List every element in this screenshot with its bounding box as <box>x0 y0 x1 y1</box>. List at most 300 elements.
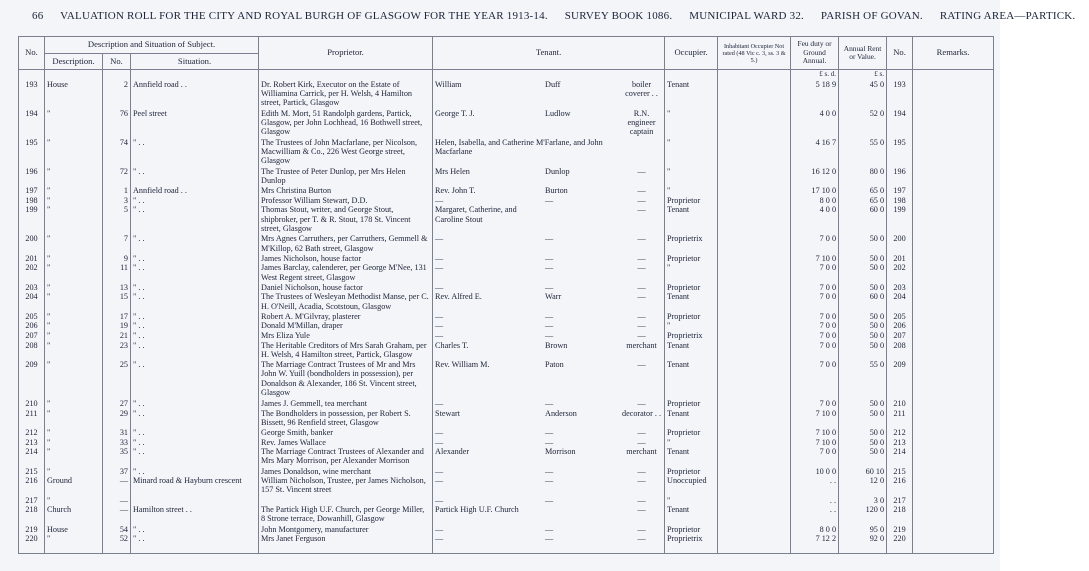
row-occupier: Tenant <box>665 205 718 234</box>
parish: PARISH OF GOVAN. <box>820 10 923 22</box>
tenant-first: — <box>435 311 444 321</box>
row-annual-rent: 50 0 <box>839 254 887 264</box>
row-annual-rent: 45 0 <box>839 80 887 109</box>
tenant-first: Rev. William M. <box>435 360 490 370</box>
row-no: 205 <box>19 312 45 322</box>
row-description: " <box>45 341 103 360</box>
table-row <box>19 496 994 506</box>
row-tenant <box>433 447 665 466</box>
row-no-right: 208 <box>887 341 913 360</box>
row-number: 72 <box>103 167 131 186</box>
row-occupier: " <box>665 167 718 186</box>
row-no: 216 <box>19 476 45 495</box>
row-occupier: Tenant <box>665 341 718 360</box>
col-inhabitant: Inhabitant Occupier Not rated (48 Vic c. 3, ss. 3 & 5.) <box>718 37 791 70</box>
row-no-right: 210 <box>887 399 913 409</box>
tenant-occupation: — <box>637 282 646 292</box>
row-no-right: 219 <box>887 525 913 535</box>
tenant-surname: — <box>545 534 554 544</box>
row-inhabitant <box>718 496 791 506</box>
row-no: 197 <box>19 186 45 196</box>
tenant-surname: — <box>545 427 554 437</box>
row-no: 218 <box>19 505 45 524</box>
row-inhabitant <box>718 167 791 186</box>
row-description: " <box>45 399 103 409</box>
tenant-occupation: — <box>637 166 646 176</box>
row-occupier: Proprietor <box>665 254 718 264</box>
row-description: " <box>45 283 103 293</box>
row-description: " <box>45 534 103 544</box>
row-situation: " . . <box>131 360 259 399</box>
row-description: " <box>45 321 103 331</box>
row-proprietor: Daniel Nicholson, house factor <box>259 283 433 293</box>
row-number: 5 <box>103 205 131 234</box>
tenant-surname: — <box>545 321 554 331</box>
row-occupier: Proprietor <box>665 428 718 438</box>
tenant-first: Mrs Helen <box>435 166 470 176</box>
row-number: 52 <box>103 534 131 544</box>
row-situation: " . . <box>131 447 259 466</box>
row-inhabitant <box>718 447 791 466</box>
row-remarks <box>913 263 994 282</box>
row-no-right: 217 <box>887 496 913 506</box>
table-row <box>19 80 994 109</box>
row-feu-duty: 7 0 0 <box>791 312 839 322</box>
row-remarks <box>913 476 994 495</box>
table-row <box>19 167 994 186</box>
row-situation: " . . <box>131 312 259 322</box>
row-situation: " . . <box>131 205 259 234</box>
tenant-first: Stewart <box>435 408 461 418</box>
table-row <box>19 399 994 409</box>
tenant-first: — <box>435 427 444 437</box>
row-no: 203 <box>19 283 45 293</box>
row-tenant <box>433 331 665 341</box>
row-feu-duty: 17 10 0 <box>791 186 839 196</box>
row-annual-rent: 12 0 <box>839 476 887 495</box>
row-proprietor: James Donaldson, wine merchant <box>259 467 433 477</box>
row-feu-duty: 7 0 0 <box>791 263 839 282</box>
row-tenant <box>433 283 665 293</box>
tenant-occupation: — <box>637 437 646 447</box>
row-no-right: 195 <box>887 138 913 167</box>
tenant-occupation: merchant <box>626 447 657 457</box>
row-annual-rent: 50 0 <box>839 312 887 322</box>
tenant-occupation: — <box>637 534 646 544</box>
row-no-right: 197 <box>887 186 913 196</box>
row-remarks <box>913 321 994 331</box>
row-no: 213 <box>19 438 45 448</box>
tenant-surname: — <box>545 263 554 273</box>
row-description: " <box>45 109 103 138</box>
row-situation: " . . <box>131 234 259 253</box>
row-description: " <box>45 467 103 477</box>
row-no: 210 <box>19 399 45 409</box>
row-feu-duty: 7 10 0 <box>791 254 839 264</box>
row-proprietor: Mrs Eliza Yule <box>259 331 433 341</box>
row-remarks <box>913 292 994 311</box>
row-annual-rent: 65 0 <box>839 186 887 196</box>
row-feu-duty: 16 12 0 <box>791 167 839 186</box>
tenant-occupation: R.N. engineer captain <box>627 108 656 137</box>
row-annual-rent: 95 0 <box>839 525 887 535</box>
col-situation: Situation. <box>131 54 259 70</box>
row-inhabitant <box>718 254 791 264</box>
row-proprietor: George Smith, banker <box>259 428 433 438</box>
row-tenant <box>433 234 665 253</box>
row-annual-rent: 50 0 <box>839 283 887 293</box>
tenant-surname: Burton <box>545 186 568 196</box>
row-occupier: " <box>665 263 718 282</box>
row-proprietor: Mrs Agnes Carruthers, per Carruthers, Gemmell & M'Killop, 62 Bath street, Glasgow <box>259 234 433 253</box>
row-occupier: Tenant <box>665 447 718 466</box>
row-occupier: Proprietor <box>665 399 718 409</box>
row-no-right: 215 <box>887 467 913 477</box>
tenant-first: Rev. John T. <box>435 186 476 196</box>
row-no: 219 <box>19 525 45 535</box>
row-no-right: 205 <box>887 312 913 322</box>
row-remarks <box>913 138 994 167</box>
table-row <box>19 312 994 322</box>
table-row <box>19 254 994 264</box>
row-description: " <box>45 263 103 282</box>
row-no-right: 201 <box>887 254 913 264</box>
row-feu-duty: 5 18 9 <box>791 80 839 109</box>
row-no: 214 <box>19 447 45 466</box>
tenant-surname <box>545 505 621 514</box>
tenant-occupation: — <box>637 524 646 534</box>
row-situation: " . . <box>131 409 259 428</box>
row-occupier: Tenant <box>665 409 718 428</box>
row-remarks <box>913 234 994 253</box>
tenant-first: — <box>435 331 444 341</box>
row-inhabitant <box>718 438 791 448</box>
row-proprietor: James Nicholson, house factor <box>259 254 433 264</box>
row-annual-rent: 65 0 <box>839 196 887 206</box>
tenant-occupation: — <box>637 253 646 263</box>
col-no: No. <box>19 37 45 70</box>
row-annual-rent: 52 0 <box>839 109 887 138</box>
row-description: " <box>45 496 103 506</box>
row-no: 200 <box>19 234 45 253</box>
row-situation: " . . <box>131 283 259 293</box>
row-situation: " . . <box>131 167 259 186</box>
row-inhabitant <box>718 205 791 234</box>
row-feu-duty: 7 0 0 <box>791 331 839 341</box>
row-remarks <box>913 505 994 524</box>
col-occupier: Occupier. <box>665 37 718 70</box>
row-no: 196 <box>19 167 45 186</box>
row-feu-duty: 4 0 0 <box>791 109 839 138</box>
row-annual-rent: 50 0 <box>839 428 887 438</box>
col-description: Description. <box>45 54 103 70</box>
tenant-first: Charles T. <box>435 340 469 350</box>
row-description: " <box>45 186 103 196</box>
page-number: 66 <box>32 10 44 22</box>
row-occupier: " <box>665 321 718 331</box>
row-number: 13 <box>103 283 131 293</box>
row-description: House <box>45 525 103 535</box>
tenant-occupation: — <box>637 360 646 370</box>
table-row <box>19 331 994 341</box>
row-remarks <box>913 254 994 264</box>
tenant-surname: — <box>545 311 554 321</box>
row-situation: " . . <box>131 196 259 206</box>
tenant-first: — <box>435 321 444 331</box>
row-feu-duty: 7 10 0 <box>791 428 839 438</box>
row-number: 19 <box>103 321 131 331</box>
row-no: 199 <box>19 205 45 234</box>
row-occupier: Proprietrix <box>665 534 718 544</box>
row-annual-rent: 80 0 <box>839 167 887 186</box>
row-no: 212 <box>19 428 45 438</box>
row-remarks <box>913 399 994 409</box>
table-row <box>19 109 994 138</box>
tenant-occupation: — <box>637 466 646 476</box>
row-tenant <box>433 438 665 448</box>
row-annual-rent: 92 0 <box>839 534 887 544</box>
row-feu-duty: 7 10 0 <box>791 409 839 428</box>
table-row <box>19 263 994 282</box>
row-feu-duty: 7 12 2 <box>791 534 839 544</box>
tenant-surname: Duff <box>545 79 561 89</box>
tenant-occupation: — <box>637 205 646 215</box>
row-inhabitant <box>718 399 791 409</box>
row-situation: " . . <box>131 525 259 535</box>
tenant-first: — <box>435 476 444 486</box>
tenant-surname <box>605 138 662 156</box>
row-description: House <box>45 80 103 109</box>
row-number: 54 <box>103 525 131 535</box>
row-feu-duty: 8 0 0 <box>791 525 839 535</box>
row-number: 3 <box>103 196 131 206</box>
tenant-occupation: — <box>637 195 646 205</box>
row-annual-rent: 50 0 <box>839 438 887 448</box>
row-occupier: " <box>665 138 718 167</box>
row-remarks <box>913 196 994 206</box>
row-no: 195 <box>19 138 45 167</box>
row-annual-rent: 60 0 <box>839 205 887 234</box>
row-tenant <box>433 525 665 535</box>
row-remarks <box>913 428 994 438</box>
row-occupier: Proprietor <box>665 196 718 206</box>
roll-title: VALUATION ROLL FOR THE CITY AND ROYAL BURGH OF GLASGOW FOR THE YEAR 1913-14. <box>60 10 548 22</box>
row-no-right: 214 <box>887 447 913 466</box>
row-number: 37 <box>103 467 131 477</box>
row-tenant <box>433 254 665 264</box>
tenant-surname: — <box>545 253 554 263</box>
tenant-occupation: — <box>637 495 646 505</box>
row-no-right: 212 <box>887 428 913 438</box>
row-no-right: 216 <box>887 476 913 495</box>
row-annual-rent: 60 0 <box>839 292 887 311</box>
tenant-surname <box>545 205 621 223</box>
col-remarks: Remarks. <box>913 37 994 70</box>
row-no-right: 198 <box>887 196 913 206</box>
row-proprietor: The Marriage Contract Trustees of Mr and Mrs John W. Yuill (bondholders in possession), per Donaldson & Alexander, 186 St. Vincent street, Glasgow <box>259 360 433 399</box>
row-number: 31 <box>103 428 131 438</box>
row-proprietor: The Trustee of Peter Dunlop, per Mrs Helen Dunlop <box>259 167 433 186</box>
row-occupier: Tenant <box>665 292 718 311</box>
row-remarks <box>913 360 994 399</box>
row-feu-duty: 7 0 0 <box>791 283 839 293</box>
row-inhabitant <box>718 186 791 196</box>
tenant-first: William <box>435 79 462 89</box>
row-annual-rent: 50 0 <box>839 409 887 428</box>
row-tenant <box>433 312 665 322</box>
row-number: 15 <box>103 292 131 311</box>
row-feu-duty: 7 0 0 <box>791 360 839 399</box>
tenant-occupation: — <box>637 263 646 273</box>
row-annual-rent: 50 0 <box>839 341 887 360</box>
row-no-right: 213 <box>887 438 913 448</box>
table-row <box>19 321 994 331</box>
col-annual-rent: Annual Rent or Value. <box>839 37 887 70</box>
row-tenant <box>433 196 665 206</box>
row-feu-duty: 4 16 7 <box>791 138 839 167</box>
tenant-surname: Brown <box>545 340 568 350</box>
row-no: 209 <box>19 360 45 399</box>
row-annual-rent: 120 0 <box>839 505 887 524</box>
row-proprietor: Robert A. M'Gilvray, plasterer <box>259 312 433 322</box>
table-filler <box>19 544 994 554</box>
row-feu-duty: 4 0 0 <box>791 205 839 234</box>
row-tenant <box>433 409 665 428</box>
row-no: 206 <box>19 321 45 331</box>
table-row <box>19 447 994 466</box>
table-row <box>19 360 994 399</box>
row-description: " <box>45 196 103 206</box>
valuation-table <box>18 36 994 554</box>
row-no: 204 <box>19 292 45 311</box>
row-proprietor: Donald M'Millan, draper <box>259 321 433 331</box>
row-situation: " . . <box>131 467 259 477</box>
row-occupier: Proprietor <box>665 525 718 535</box>
tenant-surname: — <box>545 437 554 447</box>
row-tenant <box>433 341 665 360</box>
row-description: " <box>45 360 103 399</box>
row-occupier: Proprietor <box>665 312 718 322</box>
tenant-surname: — <box>545 282 554 292</box>
row-feu-duty: 7 0 0 <box>791 447 839 466</box>
row-annual-rent: 50 0 <box>839 234 887 253</box>
row-remarks <box>913 467 994 477</box>
row-occupier: " <box>665 496 718 506</box>
row-no-right: 203 <box>887 283 913 293</box>
row-inhabitant <box>718 109 791 138</box>
table-row <box>19 292 994 311</box>
row-tenant <box>433 167 665 186</box>
row-tenant <box>433 109 665 138</box>
row-proprietor: The Bondholders in possession, per Robert S. Bissett, 96 Renfield street, Glasgow <box>259 409 433 428</box>
row-occupier: " <box>665 109 718 138</box>
row-description: " <box>45 254 103 264</box>
row-number: 35 <box>103 447 131 466</box>
row-number: — <box>103 496 131 506</box>
row-situation: " . . <box>131 331 259 341</box>
row-situation: " . . <box>131 341 259 360</box>
row-feu-duty: 7 0 0 <box>791 341 839 360</box>
row-number: 76 <box>103 109 131 138</box>
row-proprietor: Thomas Stout, writer, and George Stout, shipbroker, per T. & R. Stout, 178 St. Vincent street, Glasgow <box>259 205 433 234</box>
row-no: 198 <box>19 196 45 206</box>
tenant-surname: Dunlop <box>545 166 570 176</box>
row-tenant <box>433 467 665 477</box>
row-occupier: Tenant <box>665 505 718 524</box>
tenant-first: Rev. Alfred E. <box>435 292 482 302</box>
row-inhabitant <box>718 525 791 535</box>
row-no-right: 220 <box>887 534 913 544</box>
tenant-first: Margaret, Catherine, and Caroline Stout <box>435 205 517 224</box>
tenant-surname: — <box>545 398 554 408</box>
row-number: 29 <box>103 409 131 428</box>
row-number: 17 <box>103 312 131 322</box>
row-annual-rent: 50 0 <box>839 447 887 466</box>
row-remarks <box>913 447 994 466</box>
row-situation: " . . <box>131 534 259 544</box>
row-proprietor: The Marriage Contract Trustees of Alexander and Mrs Mary Morrison, per Alexander Morrison <box>259 447 433 466</box>
row-description: " <box>45 409 103 428</box>
tenant-surname: — <box>545 466 554 476</box>
tenant-surname: Ludlow <box>545 108 571 118</box>
row-inhabitant <box>718 312 791 322</box>
row-tenant <box>433 292 665 311</box>
tenant-first: George T. J. <box>435 108 475 118</box>
row-description: " <box>45 138 103 167</box>
table-row <box>19 525 994 535</box>
tenant-first: — <box>435 195 444 205</box>
row-situation: Hamilton street . . <box>131 505 259 524</box>
row-annual-rent: 60 10 <box>839 467 887 477</box>
row-no: 193 <box>19 80 45 109</box>
row-inhabitant <box>718 534 791 544</box>
row-inhabitant <box>718 283 791 293</box>
row-remarks <box>913 438 994 448</box>
row-description: " <box>45 205 103 234</box>
tenant-surname: Anderson <box>545 408 577 418</box>
row-situation: Annfield road . . <box>131 186 259 196</box>
row-proprietor <box>259 496 433 506</box>
tenant-first: — <box>435 524 444 534</box>
row-number: — <box>103 476 131 495</box>
tenant-occupation: — <box>637 292 646 302</box>
tenant-occupation: — <box>637 398 646 408</box>
row-remarks <box>913 205 994 234</box>
row-remarks <box>913 312 994 322</box>
row-number: 21 <box>103 331 131 341</box>
row-no: 201 <box>19 254 45 264</box>
feu-unit-label: £ s. d. <box>791 70 839 80</box>
row-annual-rent: 50 0 <box>839 263 887 282</box>
row-feu-duty: 10 0 0 <box>791 467 839 477</box>
row-situation: Minard road & Hayburn crescent <box>131 476 259 495</box>
row-occupier: Proprietrix <box>665 234 718 253</box>
row-number: 1 <box>103 186 131 196</box>
col-tenant: Tenant. <box>433 37 665 70</box>
col-proprietor: Proprietor. <box>259 37 433 70</box>
row-inhabitant <box>718 409 791 428</box>
row-inhabitant <box>718 234 791 253</box>
tenant-first: Alexander <box>435 447 470 457</box>
row-proprietor: John Montgomery, manufacturer <box>259 525 433 535</box>
row-tenant <box>433 399 665 409</box>
row-tenant <box>433 360 665 399</box>
row-proprietor: The Heritable Creditors of Mrs Sarah Graham, per H. Welsh, 4 Hamilton street, Partick, Glasgow <box>259 341 433 360</box>
row-situation: Peel street <box>131 109 259 138</box>
row-inhabitant <box>718 196 791 206</box>
table-row <box>19 341 994 360</box>
row-number: 74 <box>103 138 131 167</box>
